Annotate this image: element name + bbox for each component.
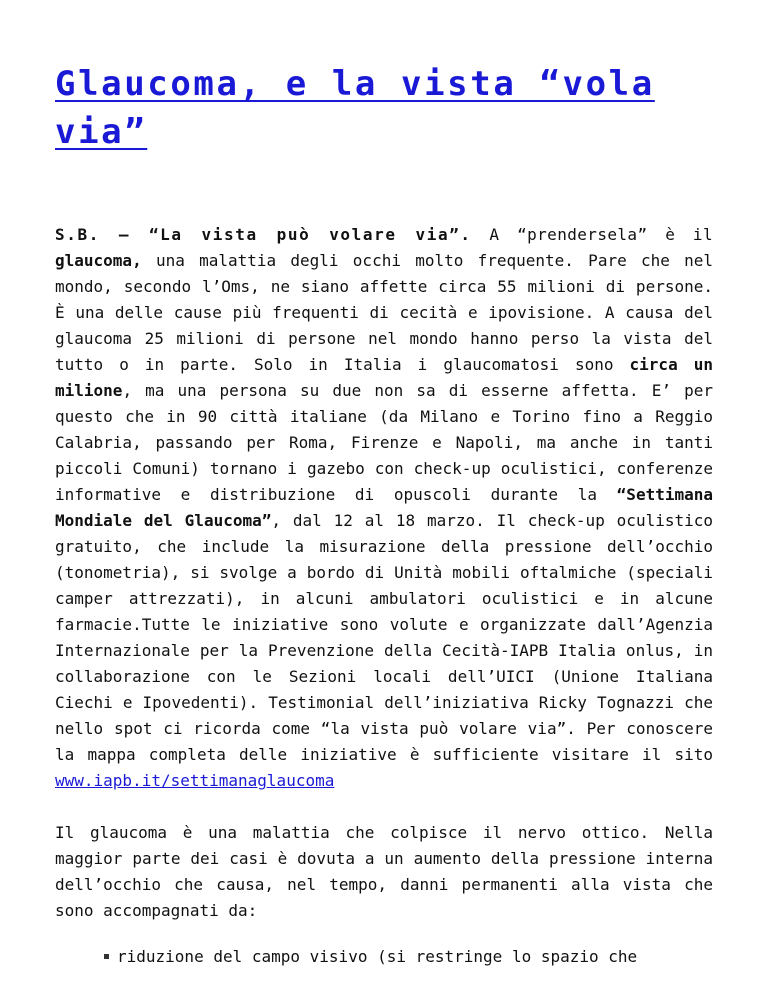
- paragraph-text-segment: , dal 12 al 18 marzo. Il check-up oculistico gratuito, che include la misurazione della pressione dell’occhio (tonometria), si svolge a bordo di Unità mobili oftalmiche (speciali camper attrezzati), in alcuni ambulatori oculistici e in alcune farmacie.Tutte le iniziative sono volute e organizzate dall’Agenzia Internazionale per la Prevenzione della Cecità-IAPB Italia onlus, in collaborazione con le Sezioni locali dell’UICI (Unione Italiana Ciechi e Ipovedenti). Testimonial dell’iniziativa Ricky Tognazzi che nello spot ci ricorda come “la vista può volare via”. Per conoscere la mappa completa delle iniziative è sufficiente visitare il sito: [55, 511, 714, 764]
- article-paragraph-1: [55, 222, 713, 794]
- article-paragraph-2: Il glaucoma è una malattia che colpisce il nervo ottico. Nella maggior parte dei casi è dovuta a un aumento della pressione interna dell’occhio che causa, nel tempo, danni permanenti alla vista che sono accompagnati da:: [55, 823, 713, 920]
- lead-bold-text: S.B. – “La vista può volare via”.: [55, 225, 472, 244]
- settimana-bold-text: “Settimana Mondiale del Glaucoma”: [55, 485, 713, 530]
- paragraph-text-segment: , ma una persona su due non sa di esserne affetta. E’ per questo che in 90 città italiane (da Milano e Torino fino a Reggio Calabria, passando per Roma, Firenze e Napoli, ma anche in tanti piccoli Comuni) tornano i gazebo con check-up oculistici, conferenze informative e distribuzione di opuscoli durante la: [55, 381, 713, 504]
- paragraph-text-segment: A “prendersela” è il: [471, 225, 713, 244]
- iapb-website-link[interactable]: www.iapb.it/settimanaglaucoma: [55, 771, 335, 790]
- bullet-icon: [104, 954, 109, 959]
- article-title-link[interactable]: Glaucoma, e la vista “vola via”: [55, 64, 655, 152]
- list-item-text: riduzione del campo visivo (si restringe lo spazio che: [117, 947, 638, 966]
- article-title: [55, 0, 713, 156]
- glaucoma-bold-text: glaucoma,: [55, 251, 142, 270]
- milione-bold-text: circa un milione: [55, 355, 713, 400]
- list-item: [104, 944, 713, 970]
- symptoms-list: [55, 944, 713, 970]
- paragraph-text-segment: una malattia degli occhi molto frequente. Pare che nel mondo, secondo l’Oms, ne siano affette circa 55 milioni di persone. È una delle cause più frequenti di cecità e ipovisione. A causa del glaucoma 25 milioni di persone nel mondo hanno perso la vista del tutto o in parte. Solo in Italia i glaucomatosi sono: [55, 251, 713, 374]
